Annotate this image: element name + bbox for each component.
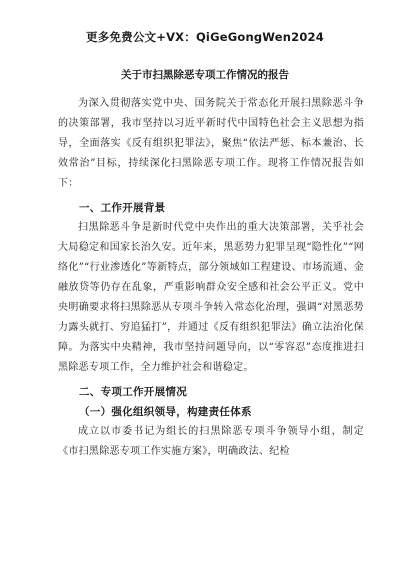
leadership-paragraph: 成立以市委书记为组长的扫黑除恶专项斗争领导小组，制定《市扫黑除恶专项工作实施方案》，明确政法、纪检 [58,426,364,457]
promo-banner: 更多免费公文+VX：QiGeGongWen2024 [86,30,324,44]
document-body [58,94,364,462]
section-heading-background: 一、工作开展背景 [79,202,166,214]
section-heading-progress: 二、专项工作开展情况 [79,386,187,398]
intro-paragraph: 为深入贯彻落实党中央、国务院关于常态化开展扫黑除恶斗争的决策部署，我市坚持以习近平新时代中国特色社会主义思想为指导，全面落实《反有组织犯罪法》，聚焦“依法严惩、标本兼治、长效常治”目标，持续深化扫黑除恶专项工作。现将工作情况报告如下： [58,98,364,189]
document-title: 关于市扫黑除恶专项工作情况的报告 [121,69,289,81]
subsection-heading-leadership: （一）强化组织领导，构建责任体系 [79,406,252,418]
background-paragraph: 扫黑除恶斗争是新时代党中央作出的重大决策部署，关乎社会大局稳定和国家长治久安。近年来，黑恶势力犯罪呈现“隐性化”“网络化”“行业渗透化”等新特点，部分领域如工程建设、市场流通、金融放贷等仍存在乱象，严重影响群众安全感和社会公平正义。党中央明确要求将扫黑除恶从专项斗争转入常态化治理，强调“对黑恶势力露头就打、穷追猛打”，并通过《反有组织犯罪法》确立法治化保障。为落实中央精神，我市坚持问题导向，以“零容忍”态度推进扫黑除恶专项工作，全力维护社会和谐稳定。 [58,222,364,373]
